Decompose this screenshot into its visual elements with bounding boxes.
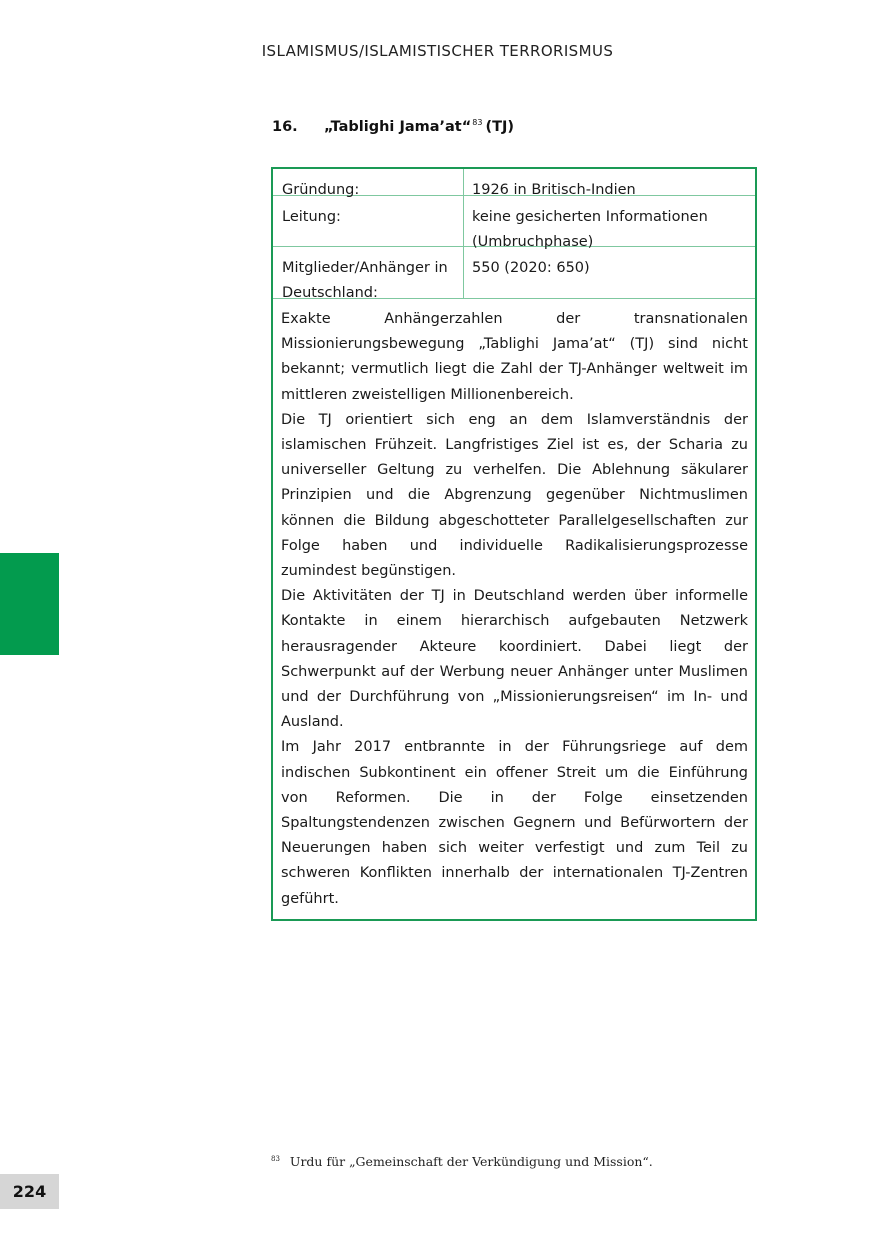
footnote-number: 83	[271, 1155, 280, 1163]
fact-label: Leitung:	[273, 196, 464, 246]
running-header: ISLAMISMUS/ISLAMISTISCHER TERRORISMUS	[261, 42, 614, 60]
page-number: 224	[0, 1174, 59, 1209]
fact-row-members	[273, 247, 755, 299]
fact-row-leadership	[273, 196, 755, 250]
section-title: „Tablighi Jama’at“	[324, 119, 472, 135]
fact-row-founding	[273, 169, 755, 196]
section-abbreviation: (TJ)	[485, 119, 514, 135]
description-paragraph: Die Aktivitäten der TJ in Deutschland werden über informelle Kontakte in einem hierarchisch aufgebauten Netzwerk herausragender Akteure koordiniert. Dabei liegt der Schwerpunkt auf der Werbung neuer Anhänger unter Muslimen und der Durchführung von „Missionierungsreisen“ im In- und Ausland.	[281, 588, 748, 731]
fact-label: Gründung:	[273, 169, 464, 195]
section-number: 16.	[272, 119, 298, 135]
description-paragraph: Exakte Anhängerzahlen der transnationalen Missionierungsbewegung „Tablighi Jama’at“ (TJ) sind nicht bekannt; vermutlich liegt die Zahl der TJ-Anhänger weltweit im mittleren zweistelligen Millionenbereich.	[281, 311, 748, 403]
description-text	[273, 299, 755, 919]
fact-value: keine gesicherten Informationen (Umbruchphase)	[472, 209, 708, 250]
footnote-text: Urdu für „Gemeinschaft der Verkündigung und Mission“.	[289, 1154, 653, 1169]
fact-label: Mitglieder/Anhänger in Deutschland:	[273, 247, 464, 298]
footnote	[271, 1154, 653, 1169]
section-heading	[272, 118, 514, 135]
description-paragraph: Im Jahr 2017 entbrannte in der Führungsriege auf dem indischen Subkontinent ein offener Streit um die Einführung von Reformen. Die in der Folge einsetzenden Spaltungstendenzen zwischen Gegnern und Befürwortern der Neuerungen haben sich weiter verfestigt und zum Teil zu schweren Konflikten innerhalb der internationalen TJ-Zentren geführt.	[281, 739, 748, 907]
footnote-reference[interactable]: 83	[472, 118, 483, 127]
fact-value: 1926 in Britisch-Indien	[472, 182, 636, 198]
chapter-side-tab	[0, 553, 59, 655]
description-paragraph: Die TJ orientiert sich eng an dem Islamverständnis der islamischen Frühzeit. Langfristiges Ziel ist es, der Scharia zu universeller Geltung zu verhelfen. Die Ablehnung säkularer Prinzipien und die Abgrenzung gegenüber Nichtmuslimen können die Bildung abgeschotteter Parallelgesellschaften zur Folge haben und individuelle Radikalisierungsprozesse zumindest begünstigen.	[281, 411, 748, 580]
fact-value: 550 (2020: 650)	[472, 260, 590, 276]
fact-box	[271, 167, 757, 921]
